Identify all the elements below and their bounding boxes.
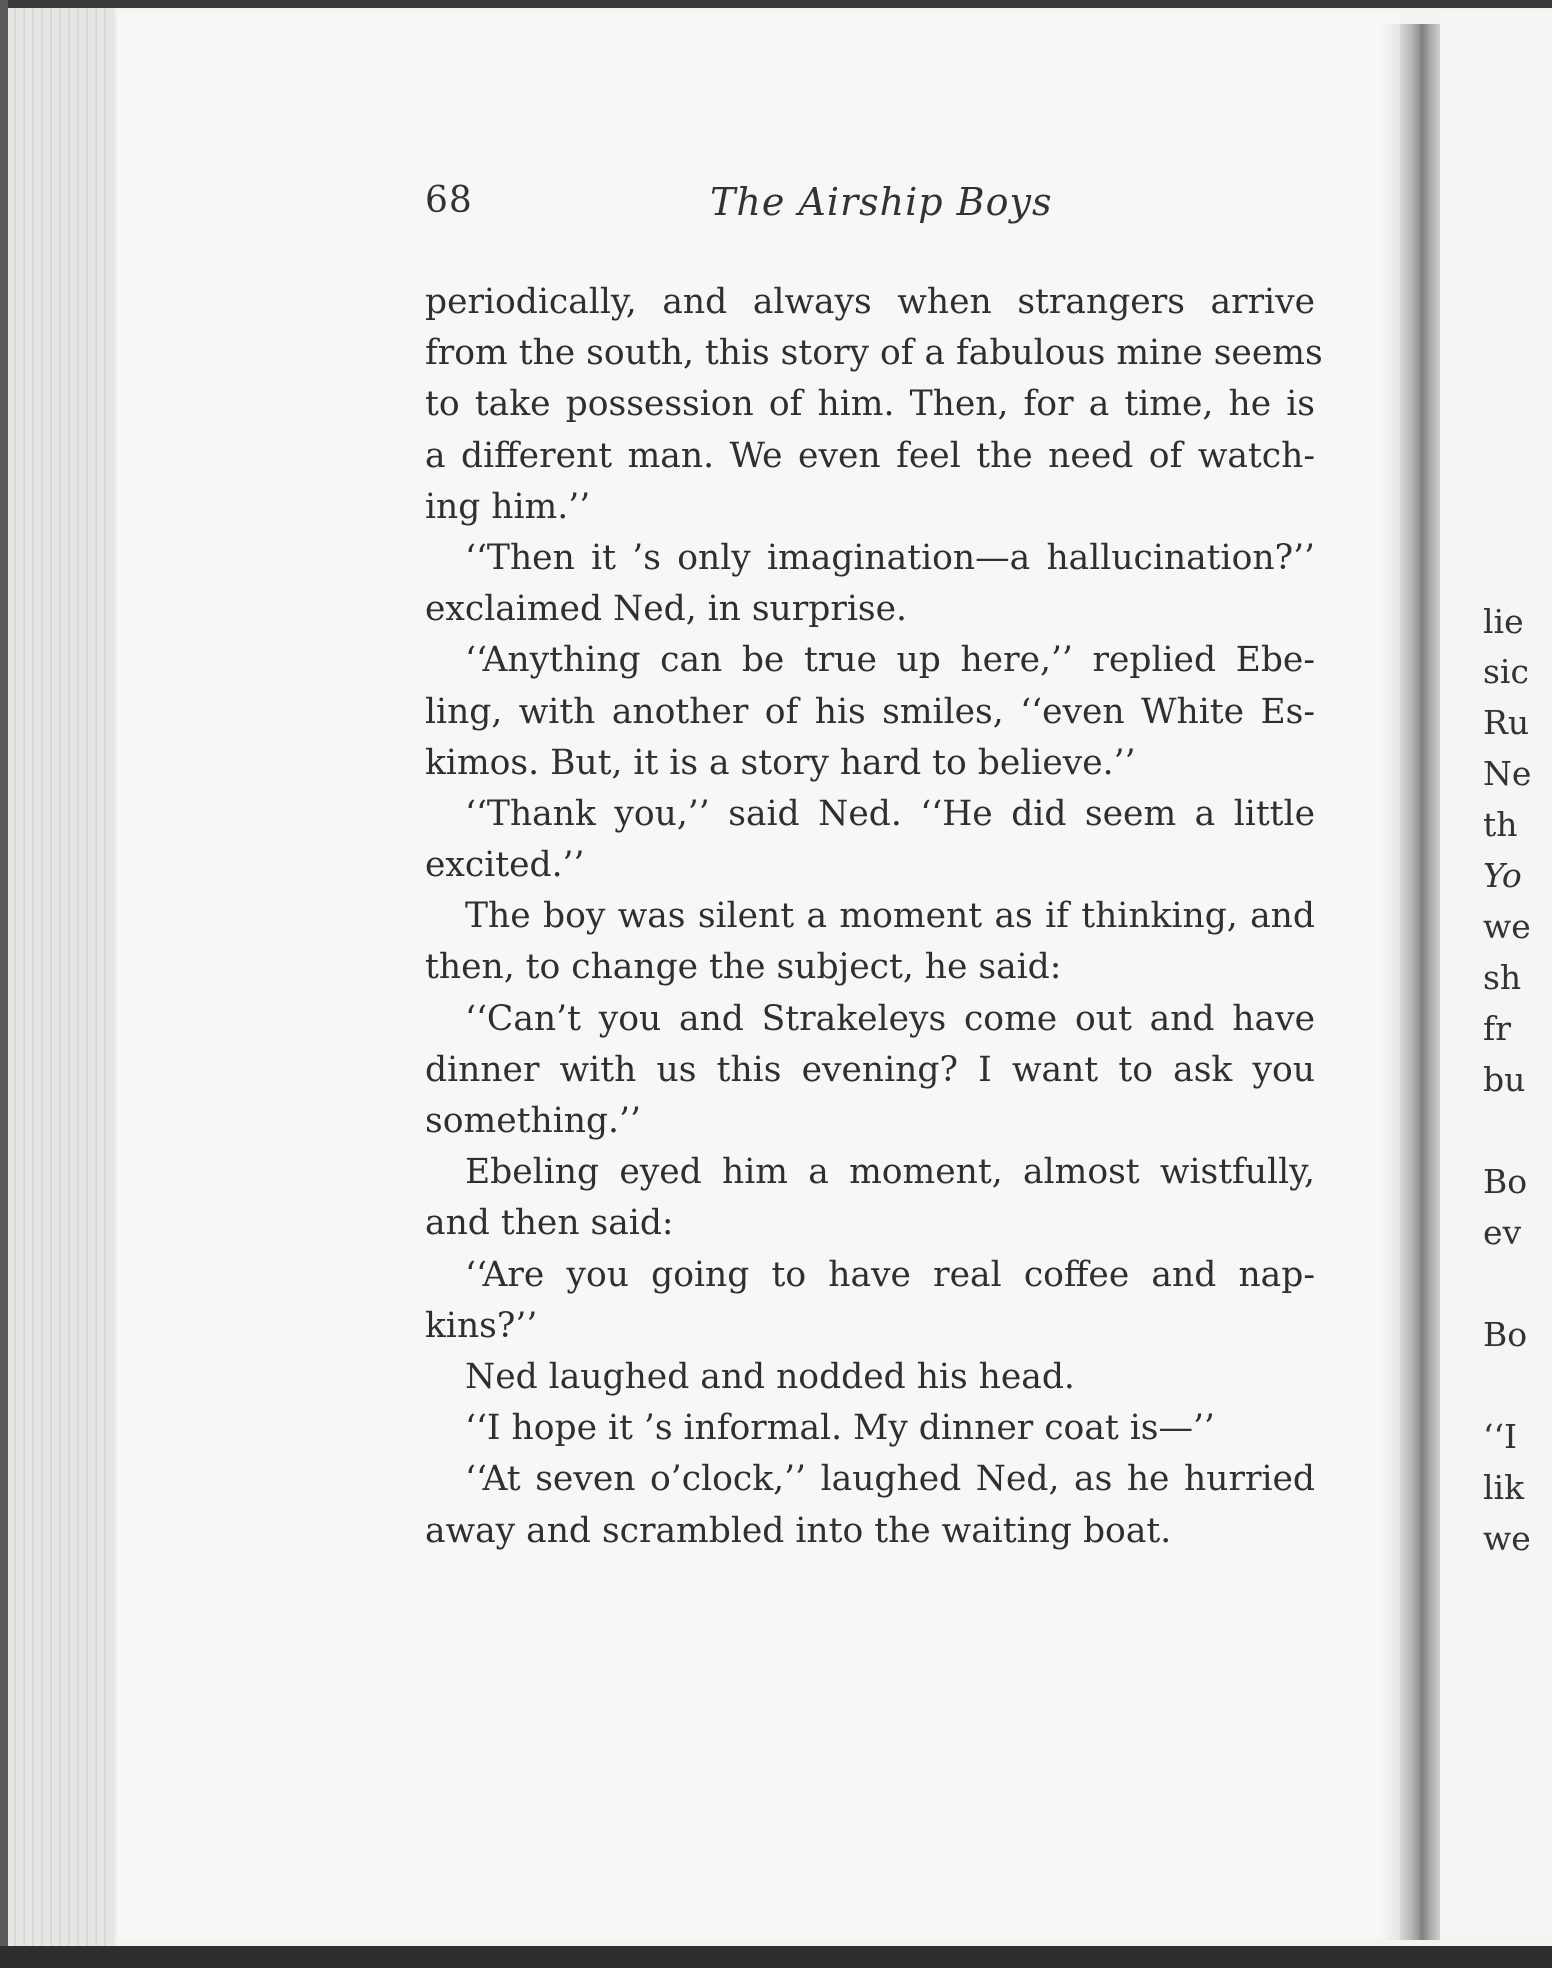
facing-text-fragment: ev xyxy=(1483,1213,1522,1252)
text-line: Ebeling eyed him a moment, almost wistfully, xyxy=(465,1152,1315,1193)
running-head xyxy=(425,180,1285,240)
scanner-border-bottom xyxy=(0,1946,1552,1968)
book-binding-gutter xyxy=(1400,24,1440,1940)
text-line: ‘‘Then it ’s only imagination—a hallucination?’’ xyxy=(465,537,1315,578)
facing-text-fragment: th xyxy=(1483,805,1518,844)
text-line: a different man. We even feel the need of watch- xyxy=(425,435,1315,476)
facing-text-fragment: bu xyxy=(1483,1060,1526,1099)
facing-text-fragment: Bo xyxy=(1483,1315,1528,1354)
facing-text-fragment: sh xyxy=(1483,958,1522,997)
facing-text-fragment: lik xyxy=(1483,1468,1525,1507)
facing-text-fragment: Yo xyxy=(1483,856,1522,895)
text-line: The boy was silent a moment as if thinking, and xyxy=(465,896,1315,937)
text-line: to take possession of him. Then, for a time, he is xyxy=(425,384,1315,425)
page-edges-stack xyxy=(8,8,118,1946)
text-line: ‘‘Anything can be true up here,’’ replied Ebe- xyxy=(465,640,1315,681)
text-line: ing him.’’ xyxy=(425,486,591,527)
text-line: from the south, this story of a fabulous mine seems xyxy=(425,333,1323,374)
text-line: ‘‘At seven o’clock,’’ laughed Ned, as he hurried xyxy=(465,1459,1315,1500)
facing-text-fragment: Bo xyxy=(1483,1162,1528,1201)
scanner-border-left xyxy=(0,0,8,1968)
text-line: away and scrambled into the waiting boat. xyxy=(425,1510,1172,1551)
facing-text-fragment: we xyxy=(1483,1519,1531,1558)
facing-text-fragment: Ne xyxy=(1483,754,1532,793)
facing-text-fragment: Ru xyxy=(1483,703,1530,742)
text-line: ‘‘Thank you,’’ said Ned. ‘‘He did seem a little xyxy=(465,793,1315,834)
text-line: Ned laughed and nodded his head. xyxy=(465,1356,1075,1397)
text-line: ‘‘Can’t you and Strakeleys come out and have xyxy=(465,998,1315,1039)
body-text xyxy=(425,277,1323,1557)
text-line: excited.’’ xyxy=(425,845,585,886)
text-line: kimos. But, it is a story hard to believe.’’ xyxy=(425,742,1136,783)
facing-text-fragment: fr xyxy=(1483,1009,1511,1048)
text-line: ‘‘Are you going to have real coffee and nap- xyxy=(465,1254,1315,1295)
facing-text-fragment: we xyxy=(1483,907,1531,946)
gutter-shadow xyxy=(1380,24,1402,1940)
text-line: then, to change the subject, he said: xyxy=(425,947,1062,988)
text-line: ‘‘I hope it ’s informal. My dinner coat is—’’ xyxy=(465,1408,1215,1449)
text-line: and then said: xyxy=(425,1203,674,1244)
text-line: something.’’ xyxy=(425,1101,641,1141)
facing-text-fragment: lie xyxy=(1483,602,1524,641)
text-line: periodically, and always when strangers arrive xyxy=(425,282,1315,322)
scanner-border-top xyxy=(0,0,1552,8)
running-title: The Airship Boys xyxy=(710,180,1053,224)
text-line: kins?’’ xyxy=(425,1305,538,1346)
text-line: ling, with another of his smiles, ‘‘even White Es- xyxy=(425,691,1315,732)
facing-text-fragment: sic xyxy=(1483,652,1529,691)
facing-text-fragment: ‘‘I xyxy=(1483,1417,1518,1456)
page-number: 68 xyxy=(425,180,473,221)
text-line: exclaimed Ned, in surprise. xyxy=(425,589,907,630)
text-line: dinner with us this evening? I want to ask you xyxy=(425,1049,1315,1090)
